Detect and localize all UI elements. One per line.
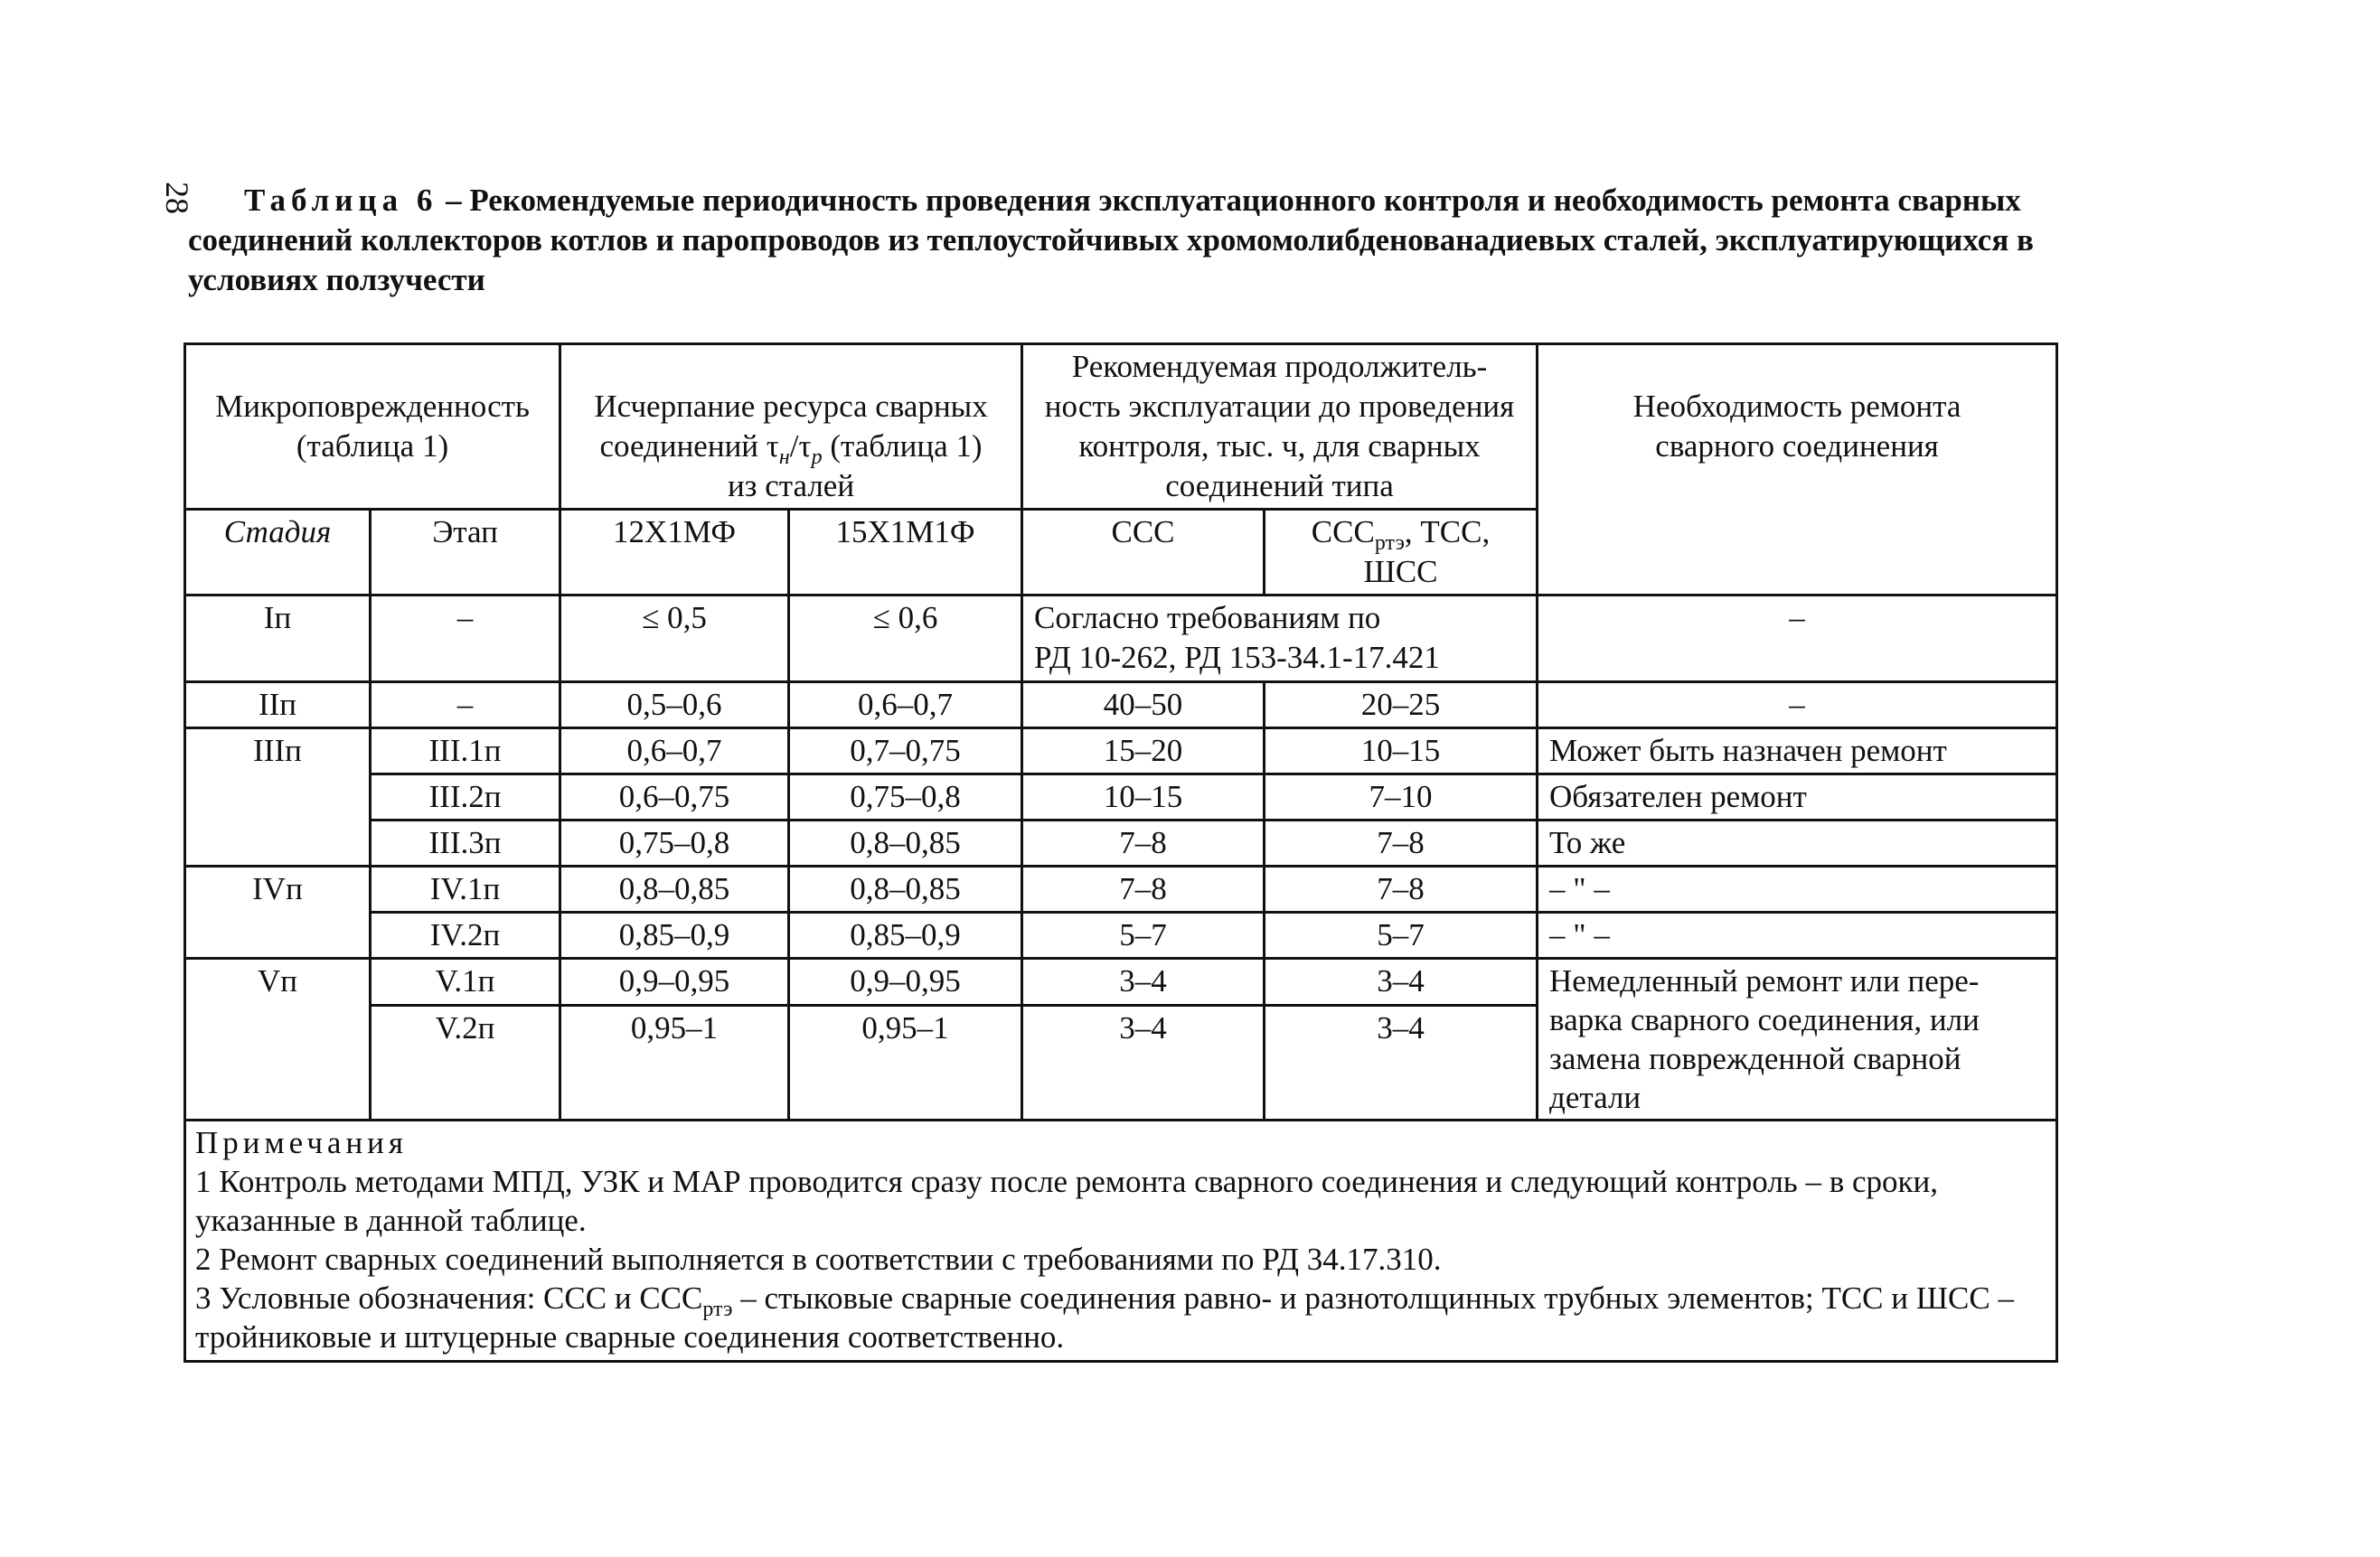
caption-label: Таблица 6 xyxy=(244,183,438,218)
cell-steel-1: 0,75–0,8 xyxy=(560,821,789,867)
cell-steel-2: ≤ 0,6 xyxy=(789,596,1022,682)
table-caption xyxy=(188,181,2059,300)
cell-joint-2: 7–8 xyxy=(1265,821,1538,867)
header-microdamage: Микроповрежденность (таблица 1) xyxy=(185,344,560,510)
header-resource: Исчерпание ресурса сварных соединений $\tau_н/\tau_р$ (таблица 1) из сталей xyxy=(560,344,1022,510)
cell-steel-1: 0,85–0,9 xyxy=(560,913,789,959)
cell-steel-2: 0,85–0,9 xyxy=(789,913,1022,959)
cell-repair: То же xyxy=(1538,821,2057,867)
cell-step: III.3п xyxy=(371,821,560,867)
cell-step: V.1п xyxy=(371,959,560,1006)
cell-steel-1: 0,95–1 xyxy=(560,1006,789,1121)
cell-step: IV.1п xyxy=(371,867,560,913)
table-row xyxy=(185,682,2057,728)
note-3: 3 Условные обозначения: ССС и $ССС_{ртэ}$ – стыковые сварные соединения равно- и разнотолщинных трубных элементов; ТСС и ШСС – тройниковые и штуцерные сварные соединения соответственно. xyxy=(195,1280,2014,1355)
note-1: 1 Контроль методами МПД, УЗК и МАР проводится сразу после ремонта сварного соединения и следующий контроль – в сроки, указанные в данной таблице. xyxy=(195,1164,1939,1238)
table-row xyxy=(185,867,2057,913)
cell-joint-1: 3–4 xyxy=(1022,1006,1265,1121)
header-joint-1: ССС xyxy=(1022,510,1265,596)
cell-steel-1: 0,8–0,85 xyxy=(560,867,789,913)
notes-cell xyxy=(185,1121,2057,1362)
cell-joint-1: 15–20 xyxy=(1022,728,1265,774)
cell-step: III.2п xyxy=(371,774,560,821)
header-duration: Рекомендуемая продолжитель- ность эксплуатации до проведения контроля, тыс. ч, для сварных соединений типа xyxy=(1022,344,1538,510)
table-row xyxy=(185,821,2057,867)
cell-joint-2: 7–10 xyxy=(1265,774,1538,821)
cell-joint-1: 40–50 xyxy=(1022,682,1265,728)
cell-repair: Немедленный ремонт или пере-варка сварного соединения, или замена поврежденной сварной детали xyxy=(1538,959,2057,1121)
cell-steel-2: 0,95–1 xyxy=(789,1006,1022,1121)
page-number: 28 xyxy=(159,182,195,214)
cell-joint-2: 3–4 xyxy=(1265,959,1538,1006)
cell-repair: – " – xyxy=(1538,867,2057,913)
cell-joint-1: 7–8 xyxy=(1022,867,1265,913)
cell-repair: – xyxy=(1538,596,2057,682)
header-steel-1: 12Х1МФ xyxy=(560,510,789,596)
cell-duration-span: Согласно требованиям по РД 10-262, РД 153-34.1-17.421 xyxy=(1022,596,1538,682)
table-row xyxy=(185,959,2057,1006)
caption-text: – Рекомендуемые периодичность проведения эксплуатационного контроля и необходимость ремонта сварных соединений коллекторов котлов и паропроводов из теплоустойчивых хромомолибденованадиевых сталей, эксплуатирующихся в условиях ползучести xyxy=(188,183,2034,297)
cell-joint-2: 10–15 xyxy=(1265,728,1538,774)
cell-joint-2: 20–25 xyxy=(1265,682,1538,728)
cell-step: – xyxy=(371,596,560,682)
cell-repair: – xyxy=(1538,682,2057,728)
cell-steel-2: 0,8–0,85 xyxy=(789,821,1022,867)
notes-title: Примечания xyxy=(195,1125,409,1160)
header-steel-2: 15Х1М1Ф xyxy=(789,510,1022,596)
cell-steel-2: 0,6–0,7 xyxy=(789,682,1022,728)
header-repair: Необходимость ремонта сварного соединения xyxy=(1538,344,2057,596)
cell-stage: IIп xyxy=(185,682,371,728)
cell-repair: Обязателен ремонт xyxy=(1538,774,2057,821)
table-row xyxy=(185,728,2057,774)
cell-steel-2: 0,8–0,85 xyxy=(789,867,1022,913)
table-row xyxy=(185,596,2057,682)
notes-row xyxy=(185,1121,2057,1362)
cell-steel-1: 0,5–0,6 xyxy=(560,682,789,728)
table-row xyxy=(185,774,2057,821)
header-row-1 xyxy=(185,344,2057,510)
note-2: 2 Ремонт сварных соединений выполняется в соответствии с требованиями по РД 34.17.310. xyxy=(195,1242,1442,1277)
cell-joint-2: 5–7 xyxy=(1265,913,1538,959)
cell-joint-2: 7–8 xyxy=(1265,867,1538,913)
cell-step: V.2п xyxy=(371,1006,560,1121)
cell-repair: Может быть назначен ремонт xyxy=(1538,728,2057,774)
cell-stage: IVп xyxy=(185,867,371,959)
cell-joint-1: 5–7 xyxy=(1022,913,1265,959)
cell-steel-1: ≤ 0,5 xyxy=(560,596,789,682)
cell-joint-1: 3–4 xyxy=(1022,959,1265,1006)
header-joint-2: $ССС_{ртэ}$, ТСС, ШСС xyxy=(1265,510,1538,596)
cell-step: III.1п xyxy=(371,728,560,774)
header-stage: Стадия xyxy=(185,510,371,596)
cell-repair: – " – xyxy=(1538,913,2057,959)
header-step: Этап xyxy=(371,510,560,596)
cell-joint-1: 7–8 xyxy=(1022,821,1265,867)
cell-steel-2: 0,75–0,8 xyxy=(789,774,1022,821)
cell-step: – xyxy=(371,682,560,728)
cell-stage: Iп xyxy=(185,596,371,682)
table-row xyxy=(185,913,2057,959)
cell-stage: Vп xyxy=(185,959,371,1121)
cell-steel-1: 0,6–0,75 xyxy=(560,774,789,821)
cell-steel-1: 0,6–0,7 xyxy=(560,728,789,774)
cell-step: IV.2п xyxy=(371,913,560,959)
cell-steel-2: 0,9–0,95 xyxy=(789,959,1022,1006)
cell-steel-1: 0,9–0,95 xyxy=(560,959,789,1006)
cell-joint-1: 10–15 xyxy=(1022,774,1265,821)
cell-stage: IIIп xyxy=(185,728,371,867)
cell-joint-2: 3–4 xyxy=(1265,1006,1538,1121)
recommendations-table xyxy=(183,342,2058,1363)
cell-steel-2: 0,7–0,75 xyxy=(789,728,1022,774)
